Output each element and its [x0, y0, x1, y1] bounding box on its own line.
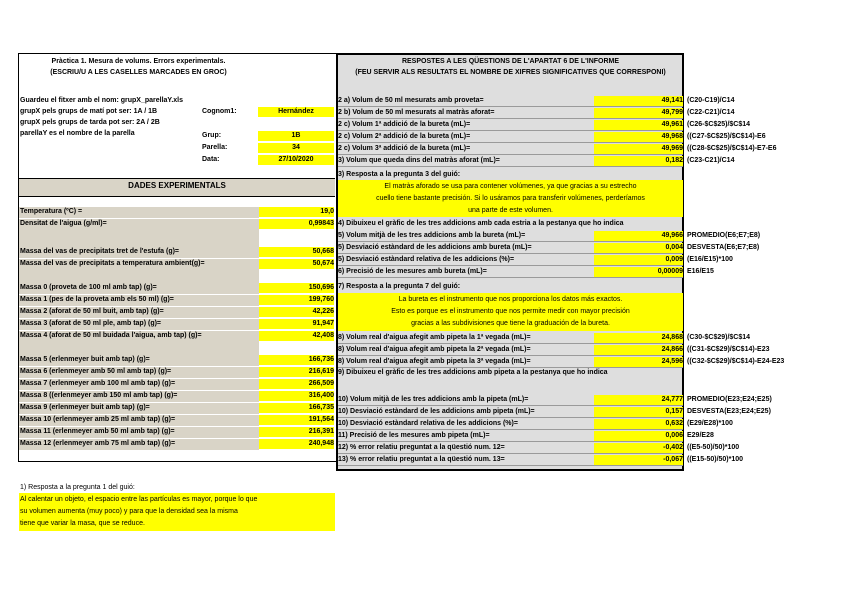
dades-row-value[interactable]: 199,760	[259, 295, 334, 305]
answer-row-value[interactable]: 24,866	[594, 345, 683, 355]
answer-row-formula: (E29/E28)*100	[687, 420, 733, 427]
dades-row-value[interactable]: 191,564	[259, 415, 334, 425]
dades-row-value[interactable]: 50,674	[259, 259, 334, 269]
answers-subtitle: (FEU SERVIR ALS RESULTATS EL NOMBRE DE XIFRES SIGNIFICATIVES QUE CORRESPONI)	[355, 69, 666, 76]
answer-row-divider	[338, 154, 683, 155]
info-line-1: Guardeu el fitxer amb el nom: grupX_parellaY.xls	[20, 97, 183, 104]
dades-gap	[19, 230, 259, 247]
answer-row-label: 2 c) Volum 1ª addició de la bureta (mL)=	[338, 121, 471, 128]
dades-row-value[interactable]: 216,391	[259, 427, 334, 437]
q3-answer-line-3: una parte de este volumen.	[468, 207, 553, 214]
dades-row-value[interactable]: 166,736	[259, 355, 334, 365]
answer-row-formula: (C26-$C$25)/$C$14	[687, 121, 751, 128]
info-line-2: grupX pels grups de matí pot ser: 1A / 1B	[20, 108, 158, 115]
dades-row-value[interactable]: 316,400	[259, 391, 334, 401]
answer-row-label: 10) Volum mitjà de les tres addicions amb la pipeta (mL)=	[338, 396, 529, 403]
q1-answer-line-1: Al calentar un objeto, el espacio entre las partículas es mayor, porque lo que	[20, 496, 258, 503]
dades-row-label: Massa 6 (erlenmeyer amb 50 ml amb tap) (g)=	[20, 368, 172, 375]
answer-row-formula: ((C31-$C$29)/$C$14)-E23	[687, 346, 770, 353]
answer-row-formula: ((C28-$C$25)/$C$14)-E7-E6	[687, 145, 777, 152]
answer-row-formula: ((C32-$C$29)/$C$14)-E24-E23	[687, 358, 785, 365]
dades-row-label: Massa 1 (pes de la proveta amb els 50 ml) (g)=	[20, 296, 174, 303]
answer-row-value[interactable]: 0,006	[594, 431, 683, 441]
answer-row-divider	[338, 453, 683, 454]
q7-label: 7) Resposta a la pregunta 7 del guió:	[338, 283, 461, 290]
answer-row-divider	[338, 465, 683, 466]
answer-row-label: 5) Volum mitjà de les tres addicions amb la bureta (mL)=	[338, 232, 526, 239]
answer-row-value[interactable]: 24,596	[594, 357, 683, 367]
answer-row-label: 8) Volum real d'aigua afegit amb pipeta la 2ª vegada (mL)=	[338, 346, 531, 353]
answer-row-divider	[338, 277, 683, 278]
q3-answer-line-2: cuello tiene bastante precisión. Si lo usáramos para transferir volúmenes, perderíamos	[376, 195, 645, 202]
dades-row-label: Massa 9 (erlenmeyer buit amb tap) (g)=	[20, 404, 150, 411]
cognom-field[interactable]: Hernández	[258, 107, 334, 117]
dades-row-label: Massa 4 (aforat de 50 ml buidada l'aigua, amb tap) (g)=	[20, 332, 202, 339]
q4-label: 4) Dibuixeu el gràfic de les tres addicions amb cada estria a la pestanya que ho indica	[338, 220, 624, 227]
dades-title: DADES EXPERIMENTALS	[128, 181, 226, 190]
answer-row-value[interactable]: 49,969	[594, 144, 683, 154]
answer-row-divider	[338, 106, 683, 107]
dades-row-label: Massa 8 ((erlenmeyer amb 150 ml amb tap) (g)=	[20, 392, 178, 399]
answer-row-value[interactable]: 49,966	[594, 231, 683, 241]
answer-row-formula: DESVESTA(E6;E7;E8)	[687, 244, 760, 251]
dades-row-label: Massa 2 (aforat de 50 ml buit, amb tap) (g)=	[20, 308, 164, 315]
answer-row-value[interactable]: 0,182	[594, 156, 683, 166]
answer-row-formula: E29/E28	[687, 432, 714, 439]
parella-label: Parella:	[202, 144, 228, 151]
dades-row-label: Massa 3 (aforat de 50 ml ple, amb tap) (g)=	[20, 320, 162, 327]
dades-row-label: Massa 5 (erlenmeyer buit amb tap) (g)=	[20, 356, 150, 363]
answer-row-formula: (C23-C21)/C14	[687, 157, 735, 164]
dades-row-label: Massa 7 (erlenmeyer amb 100 ml amb tap) (g)=	[20, 380, 176, 387]
dades-row-value[interactable]: 150,696	[259, 283, 334, 293]
q3-label: 3) Resposta a la pregunta 3 del guió:	[338, 171, 461, 178]
answer-row-label: 5) Desviació estàndard de les addicions amb bureta (mL)=	[338, 244, 532, 251]
answer-row-value[interactable]: 0,004	[594, 243, 683, 253]
answer-row-label: 8) Volum real d'aigua afegit amb pipeta la 1ª vegada (mL)=	[338, 334, 531, 341]
answer-row-divider	[338, 130, 683, 131]
dades-row-value[interactable]: 50,668	[259, 247, 334, 257]
page-subtitle: (ESCRIU/U A LES CASELLES MARCADES EN GROC)	[50, 69, 227, 76]
dades-row-value[interactable]: 216,619	[259, 367, 334, 377]
data-field[interactable]: 27/10/2020	[258, 155, 334, 165]
answer-row-value[interactable]: 49,968	[594, 132, 683, 142]
dades-row-label: Massa 10 (erlenmeyer amb 25 ml amb tap) (g)=	[20, 416, 176, 423]
grup-label: Grup:	[202, 132, 222, 139]
q3-answer-line-1: El matràs aforado se usa para contener volúmenes, ya que gracias a su estrecho	[384, 183, 637, 190]
dades-row-value[interactable]: 266,509	[259, 379, 334, 389]
answer-row-value[interactable]: 0,632	[594, 419, 683, 429]
answer-row-formula: ((E5-50)/50)*100	[687, 444, 740, 451]
answer-row-divider	[338, 142, 683, 143]
answer-row-label: 2 a) Volum de 50 ml mesurats amb proveta=	[338, 97, 484, 104]
answer-row-label: 2 b) Volum de 50 ml mesurats al matràs aforat=	[338, 109, 495, 116]
dades-row-value[interactable]: 19,0	[259, 207, 334, 217]
answer-row-divider	[338, 265, 683, 266]
q9-label: 9) Dibuixeu el gràfic de les tres addicions amb pipeta a la pestanya que ho indica	[338, 369, 608, 376]
answer-row-formula: E16/E15	[687, 268, 714, 275]
q1-answer-line-3: tiene que variar la masa, que se reduce.	[20, 520, 145, 527]
answer-row-value[interactable]: 24,777	[594, 395, 683, 405]
answer-row-divider	[338, 441, 683, 442]
dades-row-label: Massa 11 (erlenmeyer amb 50 ml amb tap) (g)=	[20, 428, 175, 435]
answer-row-label: 13) % error relatiu preguntat a la qüestió num. 13=	[338, 456, 505, 463]
dades-row-label: Massa 0 (proveta de 100 ml amb tap) (g)=	[20, 284, 157, 291]
answer-row-formula: ((C27-$C$25)/$C$14)-E6	[687, 133, 766, 140]
answer-row-divider	[338, 405, 683, 406]
info-line-4: parellaY es el nombre de la parella	[20, 130, 135, 137]
dades-row-value[interactable]: 42,408	[259, 331, 334, 341]
dades-row-label: Massa 12 (erlenmeyer amb 75 ml amb tap) (g)=	[20, 440, 176, 447]
answer-row-label: 10) Desviació estàndard relativa de les addicions (%)=	[338, 420, 518, 427]
dades-row-value[interactable]: 91,947	[259, 319, 334, 329]
answer-row-label: 8) Volum real d'aigua afegit amb pipeta la 3ª vegada (mL)=	[338, 358, 531, 365]
answer-row-label: 10) Desviació estàndard de les addicions amb pipeta (mL)=	[338, 408, 535, 415]
answer-row-formula: (C20-C19)/C14	[687, 97, 735, 104]
dades-row-value[interactable]: 42,226	[259, 307, 334, 317]
data-label: Data:	[202, 156, 220, 163]
answer-row-label: 6) Precisió de les mesures amb bureta (mL)=	[338, 268, 487, 275]
answer-row-label: 5) Desviació estàndard relativa de les addicions (%)=	[338, 256, 515, 263]
answer-row-divider	[338, 355, 683, 356]
q1-answer-line-2: su volumen aumenta (muy poco) y para que la densidad sea la misma	[20, 508, 238, 515]
q7-answer-line-2: Esto es porque es el instrumento que nos permite medir con mayor precisión	[391, 308, 630, 315]
answer-row-value[interactable]: 49,961	[594, 120, 683, 130]
answer-row-label: 2 c) Volum 2ª addició de la bureta (mL)=	[338, 133, 471, 140]
answer-row-divider	[338, 118, 683, 119]
dades-row-value[interactable]: 166,735	[259, 403, 334, 413]
answer-row-value[interactable]: 0,00009	[594, 267, 683, 277]
q7-answer-line-3: gracias a las subdivisiones que tiene la graduación de la bureta.	[411, 320, 610, 327]
answer-row-value[interactable]: -0,402	[594, 443, 683, 453]
dades-gap	[19, 270, 259, 283]
answer-row-formula: ((E15-50)/50)*100	[687, 456, 744, 463]
answer-row-divider	[338, 417, 683, 418]
dades-gap	[19, 342, 259, 355]
q7-answer-line-1: La bureta es el instrumento que nos proporciona los datos más exactos.	[398, 296, 623, 303]
cognom-label: Cognom1:	[202, 108, 237, 115]
answer-row-value[interactable]: 0,157	[594, 407, 683, 417]
answer-row-label: 12) % error relatiu preguntat a la qüestió num. 12=	[338, 444, 505, 451]
info-line-3: grupX pels grups de tarda pot ser: 2A / 2B	[20, 119, 160, 126]
dades-row-value[interactable]: 240,948	[259, 439, 334, 449]
dades-row-label: Temperatura (ºC) =	[20, 208, 83, 215]
answer-row-value[interactable]: 49,799	[594, 108, 683, 118]
answer-row-divider	[338, 253, 683, 254]
answer-row-formula: DESVESTA(E23;E24;E25)	[687, 408, 771, 415]
answer-row-value[interactable]: 0,009	[594, 255, 683, 265]
answer-row-label: 11) Precisió de les mesures amb pipeta (mL)=	[338, 432, 490, 439]
answer-row-label: 2 c) Volum 3ª addició de la bureta (mL)=	[338, 145, 471, 152]
dades-row-label: Massa del vas de precipitats tret de l'estufa (g)=	[20, 248, 180, 255]
answer-row-formula: (C30-$C$29)/$C$14	[687, 334, 751, 341]
q1-label: 1) Resposta a la pregunta 1 del guió:	[20, 484, 135, 491]
answer-row-formula: (C22-C21)/C14	[687, 109, 735, 116]
answer-row-value[interactable]: -0,067	[594, 455, 683, 465]
answer-row-formula: PROMEDIO(E6;E7;E8)	[687, 232, 761, 239]
parella-field[interactable]: 34	[258, 143, 334, 153]
answer-row-divider	[338, 429, 683, 430]
answer-row-value[interactable]: 49,141	[594, 96, 683, 106]
grup-field[interactable]: 1B	[258, 131, 334, 141]
page-title: Pràctica 1. Mesura de volums. Errors experimentals.	[51, 58, 226, 65]
answer-row-divider	[338, 166, 683, 167]
answer-row-divider	[338, 241, 683, 242]
dades-row-value[interactable]: 0,99843	[259, 219, 334, 229]
answer-row-formula: PROMEDIO(E23;E24;E25)	[687, 396, 772, 403]
answer-row-formula: (E16/E15)*100	[687, 256, 733, 263]
dades-row-label: Massa del vas de precipitats a temperatura ambient(g)=	[20, 260, 205, 267]
answers-title: RESPOSTES A LES QÜESTIONS DE L'APARTAT 6 DE L'INFORME	[401, 58, 620, 65]
answer-row-label: 3) Volum que queda dins del matràs aforat (mL)=	[338, 157, 500, 164]
answer-row-divider	[338, 343, 683, 344]
dades-row-label: Densitat de l'aigua (g/ml)=	[20, 220, 107, 227]
answer-row-value[interactable]: 24,868	[594, 333, 683, 343]
